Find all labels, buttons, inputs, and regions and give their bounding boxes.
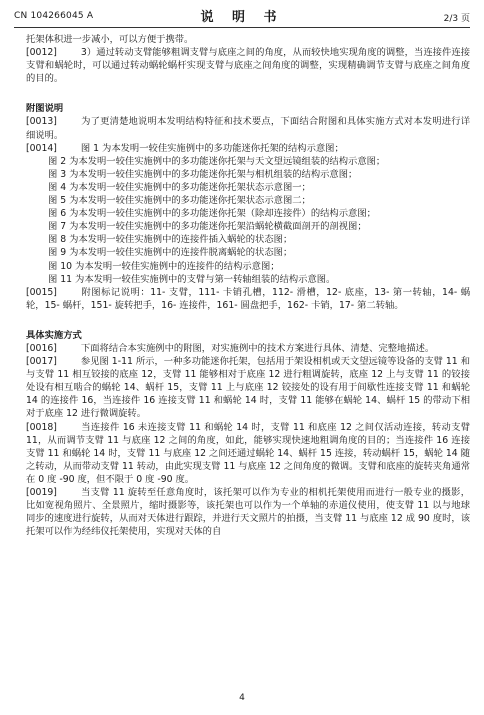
page-indicator: 2/3 页 (443, 14, 470, 24)
page-header (14, 4, 470, 28)
figure-caption-2: 图 2 为本发明一较佳实施例中的多功能迷你托架与天文望远镜组装的结构示意图； (48, 155, 386, 167)
paragraph-text: 下面将结合本实施例中的附图，对实施例中的技术方案进行具体、清楚、完整地描述。 (80, 342, 435, 354)
paragraph-number: [0017] (26, 356, 57, 368)
paragraph-0017 (26, 355, 470, 420)
continued-paragraph: 托架体积进一步减小，可以方便于携带。 (26, 34, 194, 45)
figure-caption-8: 图 8 为本发明一较佳实施例中的连接件插入蜗轮的状态图； (48, 234, 293, 246)
paragraph-number: [0012] (26, 47, 57, 59)
document-body (26, 33, 470, 538)
figure-list (26, 155, 470, 286)
paragraph-number: [0013] (26, 116, 57, 128)
paragraph-0019 (26, 486, 470, 538)
section-heading-embodiment: 具体实施方式 (26, 329, 82, 341)
figure-caption-11: 图 11 为本发明一较佳实施例中的支臂与第一转轴组装的结构示意图。 (48, 273, 336, 285)
document-title: 说 明 书 (200, 10, 284, 25)
figure-caption-4: 图 4 为本发明一较佳实施例中的多功能迷你托架状态示意图一； (48, 181, 311, 193)
paragraph-0015 (26, 286, 470, 312)
paragraph-0013 (26, 115, 470, 141)
paragraph-number: [0018] (26, 421, 57, 433)
paragraph-text: 当支臂 11 旋转至任意角度时，该托架可以作为专业的相机托架使用而进行一般专业的摄影，比如宽视角照片、全景照片，缩时摄影等，该托架也可以作为一个单轴的赤道仪使用，使支臂 11 以与地球同步的速度进行旋转，从而对天体进行跟踪，并进行天文照片的拍摄，当支臂 11 与底座 12 成 90 度时，该托架可以作为经纬仪托架使用，实现对天体的自 (26, 487, 470, 538)
paragraph-number: [0014] (26, 142, 57, 154)
figure-caption-3: 图 3 为本发明一较佳实施例中的多功能迷你托架与相机组装的结构示意图； (48, 168, 358, 180)
paragraph-0014 (26, 142, 470, 155)
paragraph-0012 (26, 46, 470, 85)
header-divider (14, 27, 470, 28)
paragraph-number: [0016] (26, 342, 57, 354)
paragraph-text: 为了更清楚地说明本发明结构特征和技术要点，下面结合附图和具体实施方式对本发明进行详细说明。 (26, 116, 470, 141)
paragraph-0018 (26, 421, 470, 486)
publication-number: CN 104266045 A (14, 11, 94, 21)
paragraph-number: [0019] (26, 487, 57, 498)
figure-caption-9: 图 9 为本发明一较佳实施例中的连接件脱离蜗轮的状态图； (48, 247, 293, 259)
paragraph-number: [0015] (26, 286, 57, 298)
paragraph-text: 图 1 为本发明一较佳实施例中的多功能迷你托架的结构示意图； (80, 142, 344, 154)
figure-caption-7: 图 7 为本发明一较佳实施例中的多功能迷你托架沿蜗轮横截面剖开的剖视图； (48, 221, 367, 233)
page-number: 4 (239, 693, 245, 703)
section-heading-figures: 附图说明 (26, 103, 64, 115)
paragraph-text: 附图标记说明：11- 支臂，111- 卡销孔槽，112- 滑槽，12- 底座，13- 第一转轴，14- 蜗轮，15- 蜗杆，151- 旋转把手，16- 连接件，161- 圆盘把手，162- 卡销，17- 第二转轴。 (26, 286, 470, 311)
paragraph-text: 3）通过转动支臂能够粗调支臂与底座之间的角度，从而较快地实现角度的调整，当连接件连接支臂和蜗轮时，可以通过转动蜗轮蜗杆实现支臂与底座之间角度的调整，实现精确调节支臂与底座之间角度的目的。 (26, 47, 470, 85)
paragraph-text: 当连接件 16 未连接支臂 11 和蜗轮 14 时，支臂 11 和底座 12 之间仅活动连接，转动支臂 11，从而调节支臂 11 与底座 12 之间的角度，如此，能够实现快速地粗调角度的目的；当连接件 16 连接支臂 11 和蜗轮 14 时，支臂 11 与底座 12 之间还通过蜗轮 14、蜗杆 15 连接，转动蜗杆 15，蜗轮 14 随之转动，从而带动支臂 11 转动，由此实现支臂 11 与底座 12 之间角度的微调。支臂和底座的旋转夹角通常在 0 度 -90 度，但不限于 0 度 -90 度。 (26, 421, 470, 485)
paragraph-0016 (26, 342, 470, 355)
figure-caption-10: 图 10 为本发明一较佳实施例中的连接件的结构示意图； (48, 260, 280, 272)
figure-caption-5: 图 5 为本发明一较佳实施例中的多功能迷你托架状态示意图二； (48, 195, 311, 207)
figure-caption-6: 图 6 为本发明一较佳实施例中的多功能迷你托架（除却连接件）的结构示意图； (48, 208, 376, 220)
paragraph-text: 参见图 1-11 所示，一种多功能迷你托架，包括用于架设相机或天文望远镜等设备的支臂 11 和与支臂 11 相互铰接的底座 12，支臂 11 能够相对于底座 12 进行粗调旋转，底座 12 上与支臂 11 的铰接处设有相互啮合的蜗轮 14、蜗杆 15，支臂 11 上与底座 12 铰接处的设有用于间歇性连接支臂 11 和蜗轮 14 的连接件 16，当连接件 16 连接支臂 11 和蜗轮 14 时，支臂 11 能够在蜗轮 14、蜗杆 15 的带动下相对于底座 12 进行微调旋转。 (26, 356, 470, 420)
